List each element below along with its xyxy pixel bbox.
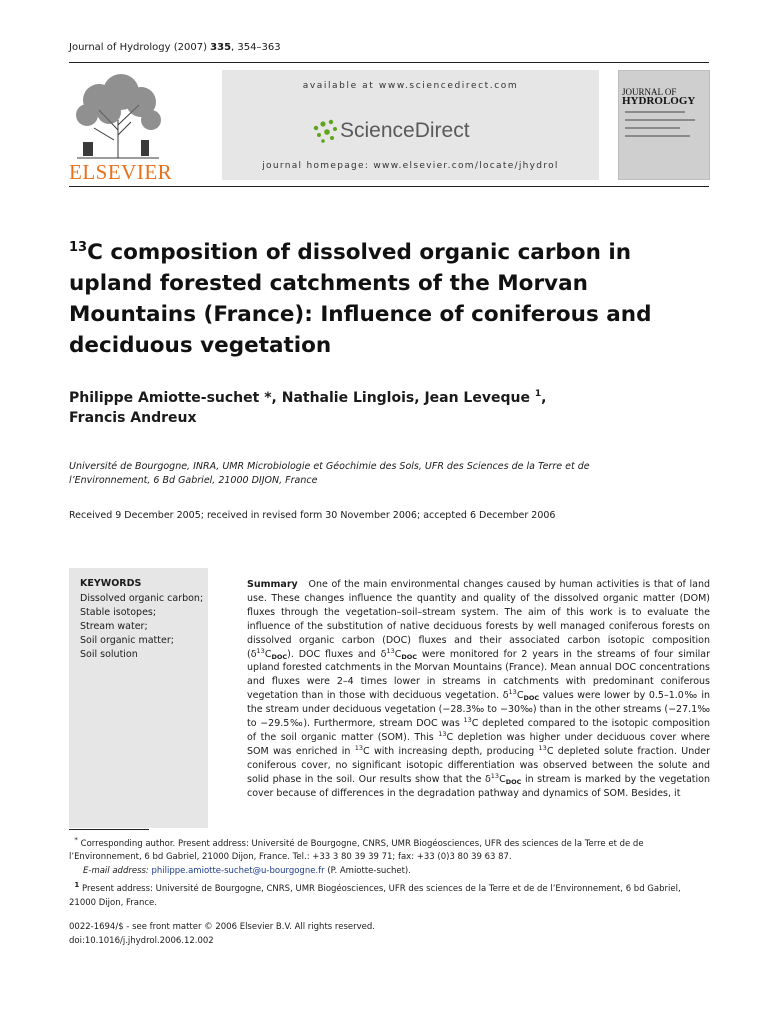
summary-text: C <box>394 648 402 660</box>
summary-text: C depletion was higher under deciduous cover where SOM was enriched in <box>247 731 710 757</box>
summary-label: Summary <box>247 579 298 590</box>
summary-text: ). DOC fluxes and δ <box>287 648 387 660</box>
footnote-1 <box>69 878 710 910</box>
superscript: 13 <box>256 646 265 655</box>
email-suffix: (P. Amiotte-suchet). <box>324 865 411 876</box>
superscript: 13 <box>463 716 472 725</box>
subscript: DOC <box>401 652 418 661</box>
keyword-item: Soil solution <box>80 649 138 660</box>
email-label: E-mail address: <box>83 865 149 876</box>
author-list: Philippe Amiotte-suchet *, Nathalie Linglois, Jean Leveque $^1$, Francis Andreux <box>69 389 547 426</box>
email-note <box>69 865 710 879</box>
author-name[interactable]: Francis Andreux <box>69 410 197 426</box>
summary-text: in stream is marked by the vegetation cover because of differences in the degradation pathway and dynamics of SOM. Besides, it <box>247 773 710 799</box>
author-footnote-mark: 1 <box>534 389 542 399</box>
email-link[interactable]: philippe.amiotte-suchet@u-bourgogne.fr <box>151 865 325 876</box>
journal-volume: 335 <box>210 42 232 53</box>
journal-pages: , 354–363 <box>231 42 281 53</box>
header-bottom-rule <box>69 186 709 187</box>
subscript: DOC <box>271 652 288 661</box>
footnote-text: Corresponding author. Present address: Université de Bourgogne, CNRS, UMR Biogéosciences, UFR des sciences de la Terre et de de l’Environnement, 6 bd Gabriel, 21000 Dijon, France. Tel.: +33 3 80 39 39 71; fax: +33 (0)3 80 39 63 87. <box>69 838 644 863</box>
subscript: DOC <box>523 694 540 703</box>
journal-name: Journal of Hydrology (2007) <box>69 42 207 53</box>
footnote-text: Present address: Université de Bourgogne, CNRS, UMR Biogéosciences, UFR des sciences de la Terre et de de l’Environnement, 6 bd Gabriel, 21000 Dijon, France. <box>69 884 681 908</box>
doi-line[interactable]: doi:10.1016/j.jhydrol.2006.12.002 <box>69 936 214 946</box>
footnotes <box>69 833 710 910</box>
summary-text: C <box>499 773 506 785</box>
superscript: 13 <box>354 743 364 752</box>
keyword-item: Stable isotopes; <box>80 607 157 618</box>
affiliation: Université de Bourgogne, INRA, UMR Microbiologie et Géochimie des Sols, UFR des Sciences de la Terre et de l’Environnement, 6 Bd Gabriel, 21000 DIJON, France <box>69 461 590 486</box>
keyword-item: Soil organic matter; <box>80 635 174 646</box>
abstract-summary <box>247 578 710 801</box>
footnote-mark: * <box>74 835 78 844</box>
title-text: C composition of dissolved organic carbon in upland forested catchments of the Morvan Mountains (France): Influence of coniferous and deciduous vegetation <box>69 240 652 358</box>
sciencedirect-dots-icon <box>310 116 340 146</box>
keywords-heading: KEYWORDS <box>80 578 142 589</box>
keyword-item: Stream water; <box>80 621 148 632</box>
author-name[interactable]: Philippe Amiotte-suchet <box>69 390 260 406</box>
summary-text: values were lower by 0.5–1.0‰ in the stream under deciduous vegetation (−28.3‰ to −30‰) than in the other streams (−27.1‰ to −29.5‰). Furthermore, stream DOC was <box>247 690 710 730</box>
cover-title-line1: JOURNAL OF <box>622 87 677 97</box>
footnote-mark: 1 <box>74 880 80 890</box>
author-mark: * <box>259 390 272 406</box>
superscript: 13 <box>538 743 547 752</box>
title-isotope-superscript: 13 <box>69 240 88 255</box>
summary-text: C <box>516 690 524 702</box>
copyright-line: 0022-1694/$ - see front matter © 2006 Elsevier B.V. All rights reserved. <box>69 922 375 932</box>
cover-title-line2: HYDROLOGY <box>622 95 696 107</box>
summary-text: C depleted solute fraction. Under coniferous cover, no significant isotopic differentiation was observed between the solute and solid phase in the soil. Our results show that the δ <box>247 745 711 785</box>
footnote-rule <box>69 829 149 830</box>
superscript: 13 <box>438 729 447 738</box>
superscript: 13 <box>386 646 395 655</box>
summary-text: C with increasing depth, producing <box>363 745 539 757</box>
author-name[interactable]: Jean Leveque <box>424 390 530 406</box>
keyword-item: Dissolved organic carbon; <box>80 593 204 604</box>
sciencedirect-wordmark: ScienceDirect <box>340 119 470 142</box>
article-title <box>69 237 669 361</box>
summary-text: were monitored for 2 years in the streams of four similar upland forested catchments in the Morvan Mountains (France). Mean annual DOC concentrations and fluxes were 2–4 times lower in streams in catchments with predominant coniferous vegetation than in those with deciduous vegetation. δ <box>247 648 710 702</box>
journal-homepage-link[interactable]: journal homepage: www.elsevier.com/locate/jhydrol <box>262 161 559 171</box>
received-dates: Received 9 December 2005; received in revised form 30 November 2006; accepted 6 December 2006 <box>69 510 556 521</box>
subscript: DOC <box>505 777 522 786</box>
elsevier-wordmark: ELSEVIER <box>69 160 173 184</box>
summary-text: One of the main environmental changes caused by human activities is that of land use. These changes influence the quantity and quality of the dissolved organic matter (DOM) fluxes through the vegetation–soil–stream system. The aim of this work is to evaluate the influence of the substitution of native deciduous forests by well managed coniferous forests on dissolved organic carbon (DOC) fluxes and their associated carbon isotopic composition (δ <box>247 579 710 660</box>
journal-reference <box>69 42 281 53</box>
copyright-footer <box>69 920 710 948</box>
superscript: 13 <box>490 771 500 780</box>
summary-text: C depleted compared to the isotopic composition of the soil organic matter (SOM). This <box>247 718 710 743</box>
superscript: 13 <box>508 688 517 697</box>
author-name[interactable]: Nathalie Linglois <box>281 390 415 406</box>
keywords-list <box>80 592 205 662</box>
header-top-rule <box>69 62 709 63</box>
available-at-link[interactable]: available at www.sciencedirect.com <box>302 81 519 91</box>
cover-title <box>622 88 708 106</box>
summary-text: C <box>264 648 272 660</box>
corresponding-author-note <box>69 833 710 865</box>
